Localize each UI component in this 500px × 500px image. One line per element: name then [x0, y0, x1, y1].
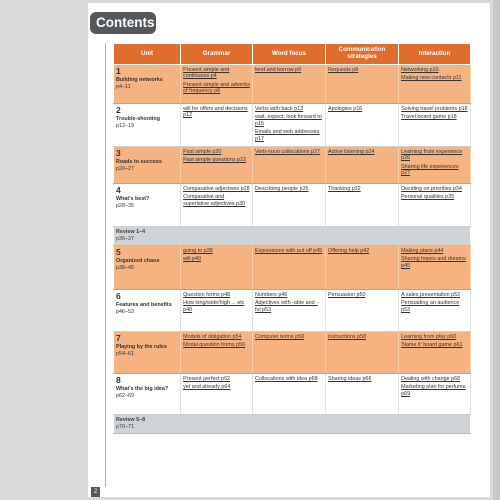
unit-number: 6 [116, 290, 121, 301]
interaction-item: 'Name it' board game p61 [401, 342, 463, 349]
word-focus-item: Numbers p46 [254, 291, 288, 298]
unit-number: 4 [116, 185, 121, 195]
grammar-item: Present perfect p62 [183, 375, 231, 382]
interaction-cell [399, 65, 471, 104]
interaction-item: Deciding on priorities p34 [401, 186, 462, 192]
margin-rule [105, 43, 106, 487]
unit-number: 1 [116, 66, 121, 76]
communication-item: Offering help p42 [328, 247, 370, 254]
interaction-item: Making plans p44 [401, 247, 444, 254]
grammar-item: Past simple p20 [183, 149, 222, 155]
interaction-item: Learning from experience p26 [401, 149, 463, 162]
grammar-item: will p40 [183, 256, 202, 263]
unit-title: What's best? [116, 196, 150, 202]
word-focus-cell [252, 373, 325, 414]
communication-cell [326, 147, 399, 184]
interaction-item: Marketing plan for perfume p69 [401, 384, 466, 397]
word-focus-item: Describing people p35 [254, 186, 309, 192]
word-focus-item: Computer terms p59 [254, 333, 305, 340]
interaction-item: Making new contacts p11 [401, 75, 462, 82]
interaction-cell [399, 245, 471, 289]
header-word-focus: Word focus [252, 44, 325, 65]
unit-row [114, 147, 471, 184]
unit-number: 7 [116, 332, 121, 343]
scan-edge [493, 0, 500, 500]
grammar-item: How long/wide/high ... etc p48 [183, 300, 245, 313]
review-title: Review 5–8 [116, 416, 146, 423]
interaction-item: Sharing life experiences p27 [401, 163, 459, 177]
grammar-cell [181, 65, 253, 104]
unit-pages: p38–45 [116, 265, 134, 272]
grammar-item: Comparative adjectives p28 [183, 186, 250, 192]
unit-pages: p54–61 [116, 351, 134, 358]
unit-pages: p20–27 [116, 166, 134, 173]
unit-title: Building networks [116, 77, 163, 83]
interaction-item: Persuading an audience p53 [401, 300, 460, 313]
communication-item: Persuasion p50 [328, 291, 366, 298]
word-focus-item: Emails and web addresses p17 [254, 129, 320, 142]
word-focus-cell [252, 331, 325, 373]
word-focus-cell [252, 104, 325, 147]
review-pages: p36–37 [116, 236, 134, 243]
communication-cell [326, 184, 399, 227]
grammar-cell [181, 104, 253, 147]
interaction-item: Dealing with change p68 [401, 375, 461, 382]
grammar-item: Present simple and continuous p4 [183, 67, 230, 80]
communication-item: Instructions p58 [328, 333, 367, 340]
word-focus-cell [252, 289, 325, 331]
word-focus-item: Verb-noun collocations p27 [254, 149, 320, 155]
communication-cell [326, 65, 399, 104]
unit-number: 2 [116, 105, 121, 115]
interaction-item: Networking p10 [401, 67, 439, 73]
interaction-item: A sales presentation p52 [401, 291, 461, 298]
review-cell [114, 414, 471, 433]
grammar-cell [181, 289, 253, 331]
unit-cell [114, 65, 181, 104]
interaction-cell [399, 331, 471, 373]
grammar-cell [181, 373, 253, 414]
word-focus-item: wait, expect, look forward to p15 [254, 114, 322, 127]
grammar-item: Present simple and adverbs of frequency p6 [183, 81, 250, 95]
interaction-cell [399, 184, 471, 227]
grammar-item: Question forms p48 [183, 291, 231, 298]
header-interaction: Interaction [399, 44, 471, 65]
unit-row [114, 331, 471, 373]
interaction-item: Sharing hopes and dreams p45 [401, 256, 466, 269]
page-number: 2 [91, 487, 100, 497]
unit-row [114, 373, 471, 414]
interaction-item: Solving travel problems p18 [401, 106, 468, 112]
unit-cell [114, 289, 181, 331]
grammar-item: going to p38 [183, 247, 213, 254]
unit-cell [114, 184, 181, 227]
word-focus-item: Collocations with idea p68 [254, 375, 318, 382]
communication-cell [326, 373, 399, 414]
unit-title: Playing by the rules [116, 343, 167, 350]
word-focus-cell [252, 184, 325, 227]
grammar-cell [181, 331, 253, 373]
grammar-item: yet and already p64 [183, 384, 231, 391]
unit-title: Trouble-shooting [116, 116, 161, 122]
grammar-item: Past simple questions p22 [183, 157, 247, 164]
unit-pages: p12–19 [116, 123, 134, 130]
review-pages: p70–71 [116, 424, 134, 431]
unit-pages: p28–35 [116, 203, 134, 210]
review-row [114, 227, 471, 246]
grammar-cell [181, 184, 253, 227]
interaction-cell [399, 147, 471, 184]
unit-row [114, 104, 471, 147]
header-row [114, 44, 471, 65]
review-title: Review 1–4 [116, 229, 146, 235]
unit-number: 3 [116, 148, 121, 158]
communication-cell [326, 245, 399, 289]
unit-number: 8 [116, 374, 121, 385]
review-cell [114, 227, 471, 246]
communication-item: Requests p8 [328, 67, 359, 73]
unit-cell [114, 331, 181, 373]
interaction-cell [399, 373, 471, 414]
communication-cell [326, 289, 399, 331]
grammar-item: will for offers and decisions p12 [183, 106, 248, 119]
unit-title: What's the big idea? [116, 385, 169, 392]
contents-page [88, 3, 490, 497]
word-focus-item: Expressions with put off p45 [254, 247, 323, 254]
interaction-cell [399, 104, 471, 147]
interaction-item: Personal qualities p35 [401, 194, 455, 201]
communication-item: Active listening p24 [328, 149, 375, 155]
unit-row [114, 245, 471, 289]
interaction-item: Travel board game p18 [401, 114, 457, 121]
communication-item: Sharing ideas p66 [328, 375, 372, 382]
communication-item: Thanking p32 [328, 186, 361, 192]
word-focus-item: lend and borrow p9 [254, 67, 302, 73]
communication-cell [326, 104, 399, 147]
contents-table [113, 43, 471, 434]
interaction-item: Learning from play p60 [401, 333, 457, 340]
communication-cell [326, 331, 399, 373]
header-communication: Communication strategies [326, 44, 399, 65]
unit-title: Features and benefits [116, 301, 172, 308]
unit-pages: p4–11 [116, 84, 131, 91]
grammar-cell [181, 245, 253, 289]
unit-pages: p62–69 [116, 393, 134, 400]
grammar-cell [181, 147, 253, 184]
word-focus-cell [252, 147, 325, 184]
header-unit: Unit [114, 44, 181, 65]
unit-title: Organized chaos [116, 257, 160, 264]
unit-title: Roads to success [116, 159, 162, 165]
header-grammar: Grammar [181, 44, 253, 65]
unit-number: 5 [116, 246, 121, 257]
unit-cell [114, 245, 181, 289]
unit-row [114, 184, 471, 227]
grammar-item: Comparative and superlative adjectives p30 [183, 194, 246, 207]
review-row [114, 414, 471, 433]
page-title: Contents [90, 12, 156, 34]
unit-row [114, 289, 471, 331]
unit-cell [114, 104, 181, 147]
unit-cell [114, 373, 181, 414]
word-focus-item: Adjectives with -able and -ful p53 [254, 300, 318, 313]
unit-row [114, 65, 471, 104]
unit-cell [114, 147, 181, 184]
interaction-cell [399, 289, 471, 331]
word-focus-cell [252, 245, 325, 289]
grammar-item: Modal question forms p56 [183, 342, 246, 349]
grammar-item: Models of obligation p54 [183, 333, 242, 340]
word-focus-item: Verbs with back p13 [254, 106, 304, 112]
communication-item: Apologies p16 [328, 106, 363, 112]
unit-pages: p46–53 [116, 309, 134, 316]
word-focus-cell [252, 65, 325, 104]
contents-body [114, 65, 471, 434]
